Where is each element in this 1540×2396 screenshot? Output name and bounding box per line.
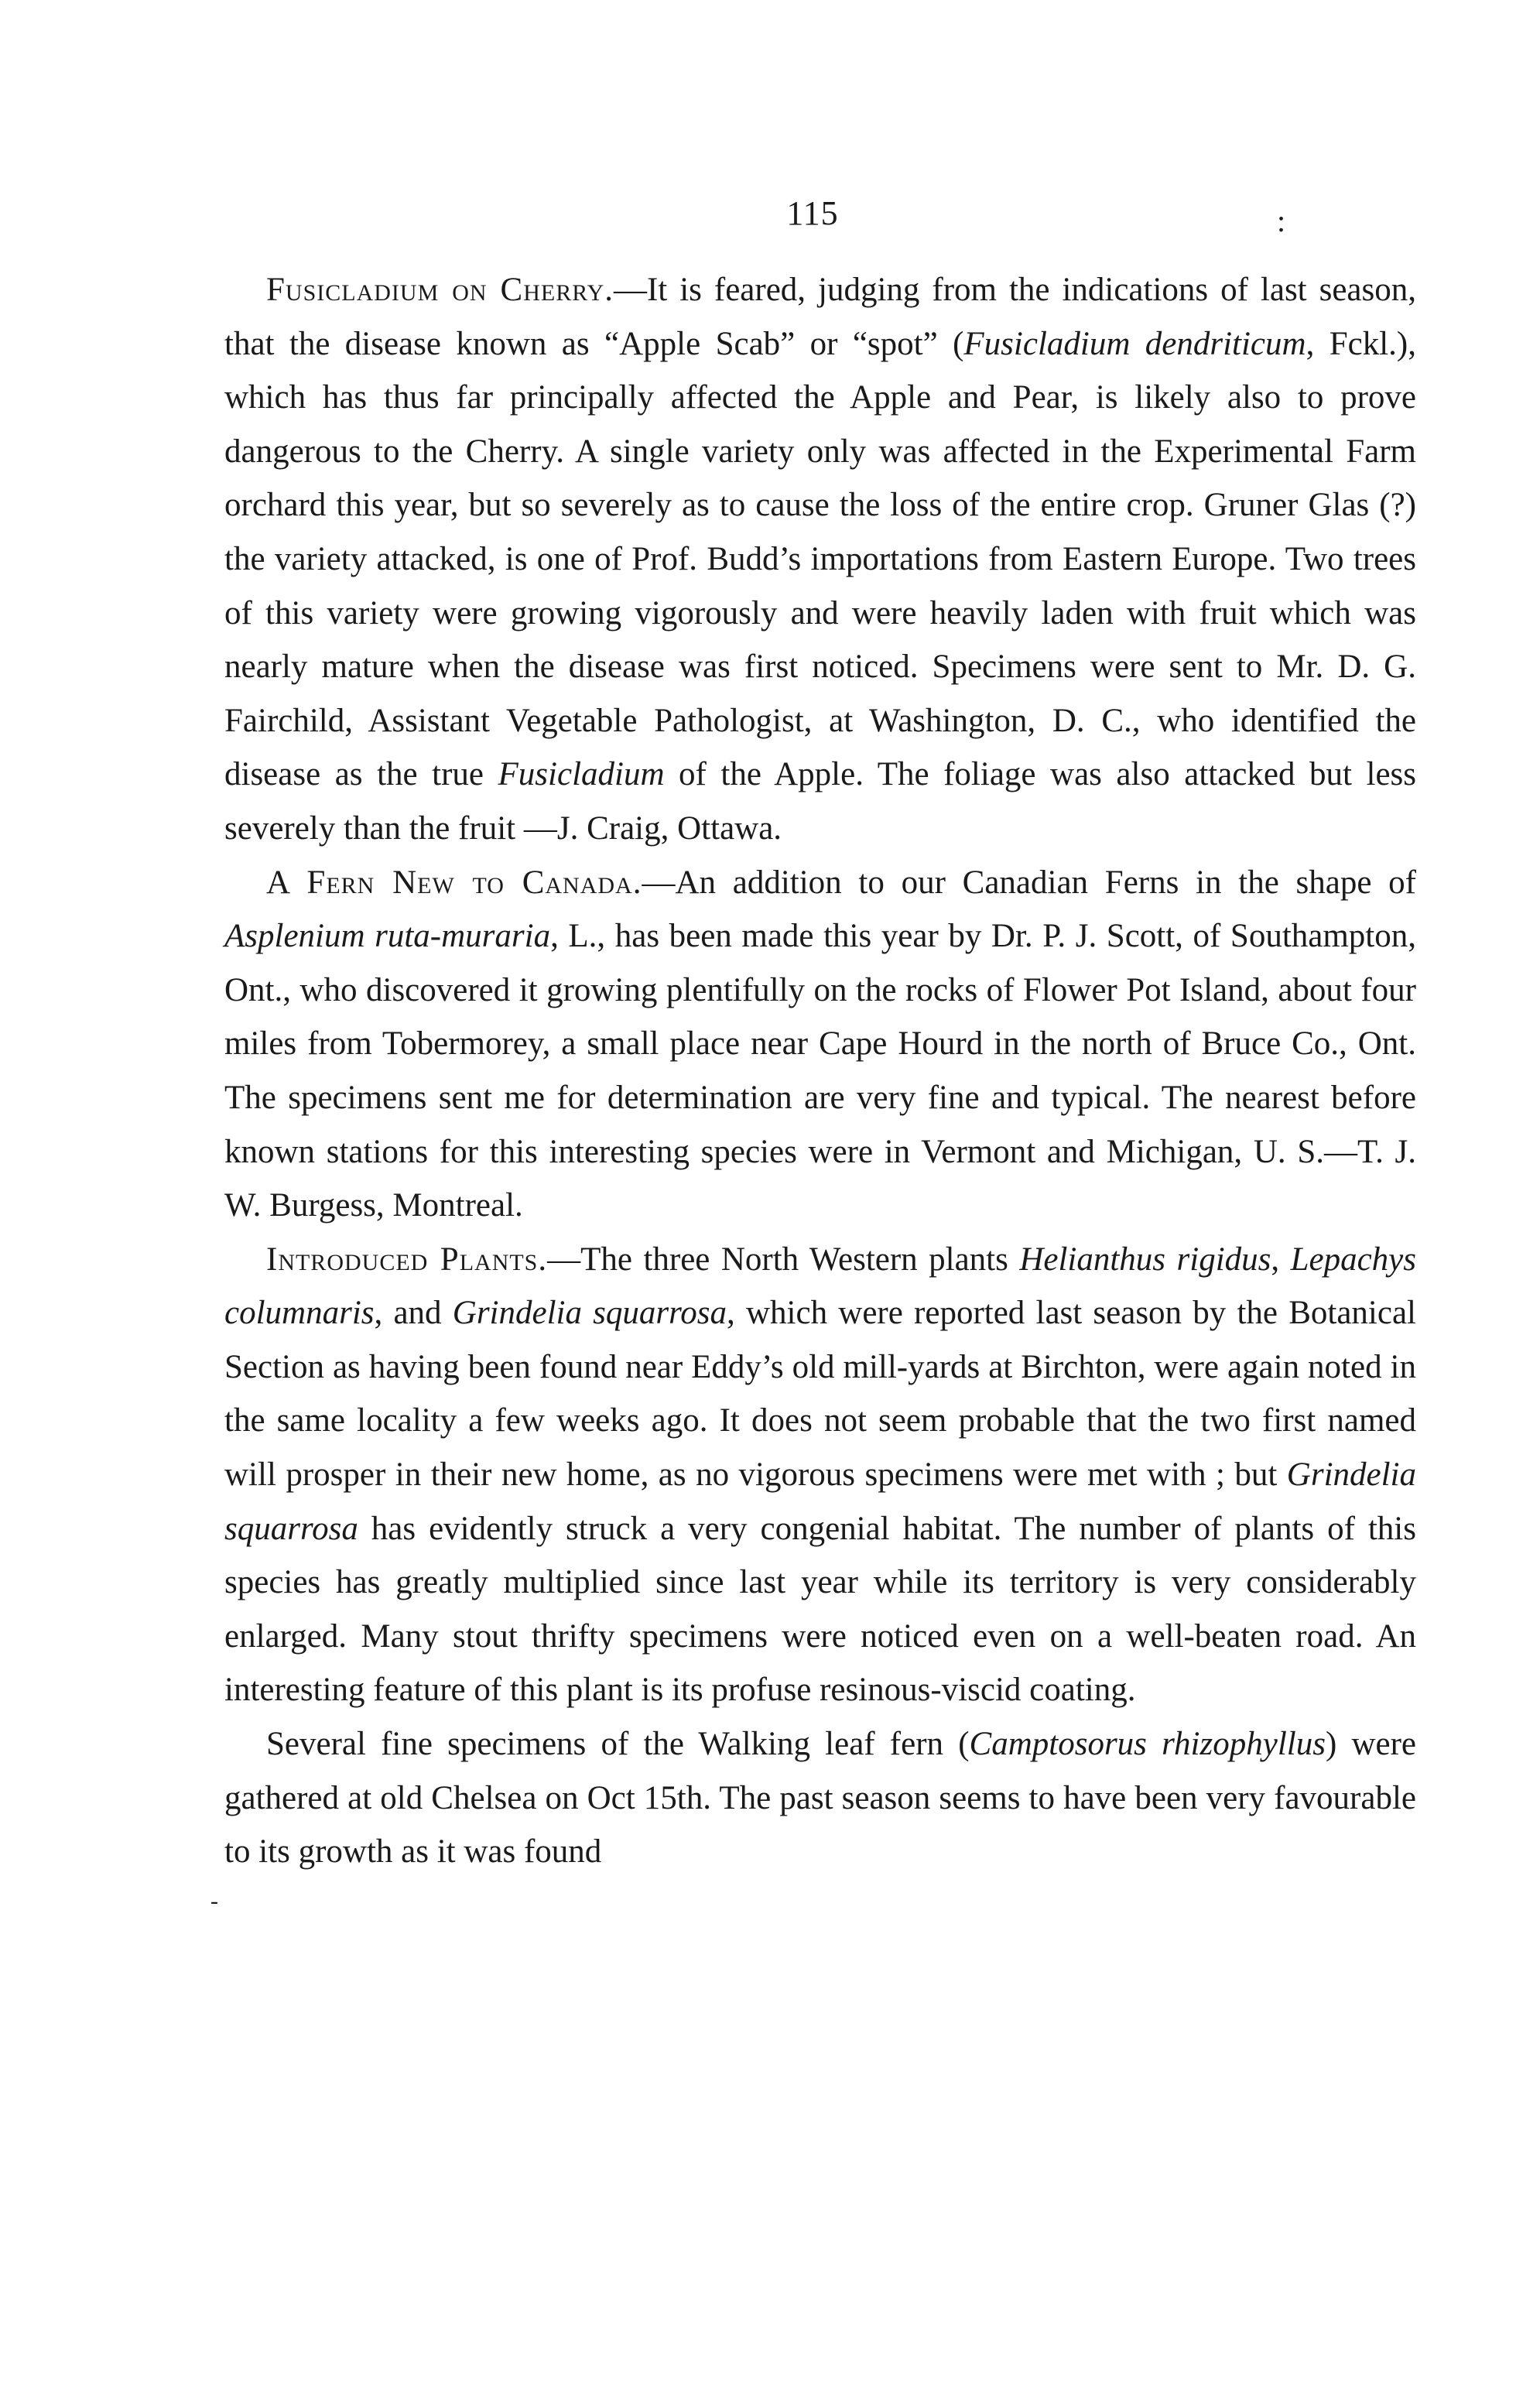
italic-text: Helianthus rigidus: [1019, 1241, 1271, 1278]
italic-text: Fusicladium dendriticum: [963, 325, 1306, 362]
paragraph: [224, 263, 1416, 856]
margin-mark-top: :: [1277, 204, 1286, 238]
text-run: —The three North Western plants: [547, 1241, 1020, 1278]
italic-text: Lepachys columnaris: [224, 1241, 1416, 1332]
text-run: , Fckl.), which has thus far principally affected the Apple and Pear, is likely also to prove dangerous to the Cherry. A single variety only was affected in the Experimental Farm orchard this year, but so severely as to cause the loss of the entire crop. Gruner Glas (?) the variety attacked, is one of Prof. Budd’s importations from Eastern Europe. Two trees of this variety were growing vigorously and were heavily laden with fruit which was nearly mature when the disease was first noticed. Specimens were sent to Mr. D. G. Fairchild, Assistant Vegetable Pathologist, at Washington, D. C., who identified the disease as the true: [224, 325, 1416, 793]
body-text: [224, 263, 1416, 1879]
text-run: ,: [1271, 1241, 1291, 1278]
text-run: Several fine specimens of the Walking leaf fern (: [266, 1726, 970, 1763]
text-run: —An addition to our Canadian Ferns in the shape of: [642, 864, 1416, 901]
italic-text: Camptosorus rhizophyllus: [969, 1726, 1326, 1763]
italic-text: Asplenium ruta-muraria: [224, 918, 551, 955]
text-run: —It is feared, judging from the indications of last season, that the disease known as “Apple Scab” or “spot” (: [224, 272, 1416, 362]
page-number: 115: [786, 194, 839, 232]
italic-text: Grindelia squarrosa: [224, 1456, 1416, 1547]
italic-text: Fusicladium: [498, 756, 665, 793]
paragraph: [224, 856, 1416, 1233]
margin-mark-left: -: [210, 1888, 218, 1914]
paragraph-heading: Introduced Plants.: [266, 1241, 548, 1278]
text-run: has evidently struck a very congenial habitat. The number of plants of this species has greatly multiplied since last year while its territory is very considerably enlarged. Many stout thrifty specimens were noticed even on a well-beaten road. An interesting feature of this plant is its profuse resinous-viscid coating.: [224, 1510, 1416, 1709]
text-run: of the Apple. The foliage was also attacked but less severely than the fruit —J. Craig, Ottawa.: [224, 756, 1416, 847]
paragraph-heading: A Fern New to Canada.: [266, 864, 642, 901]
text-run: , which were reported last season by the Botanical Section as having been found near Eddy’s old mill-yards at Birchton, were again noted in the same locality a few weeks ago. It does not seem probable that the two first named will prosper in their new home, as no vigorous specimens were met with ; but: [224, 1295, 1416, 1494]
text-run: ) were gathered at old Chelsea on Oct 15th. The past season seems to have been very favourable to its growth as it was found: [224, 1726, 1416, 1871]
text-run: , and: [374, 1295, 453, 1332]
paragraph: [224, 1233, 1416, 1717]
italic-text: Grindelia squarrosa: [452, 1295, 727, 1332]
paragraph-heading: Fusicladium on Cherry.: [266, 272, 614, 308]
paragraph: [224, 1717, 1416, 1879]
text-run: , L., has been made this year by Dr. P. J. Scott, of Southampton, Ont., who discovered it growing plentifully on the rocks of Flower Pot Island, about four miles from Tobermorey, a small place near Cape Hourd in the north of Bruce Co., Ont. The specimens sent me for determination are very fine and typical. The nearest before known stations for this interesting species were in Vermont and Michigan, U. S.—T. J. W. Burgess, Montreal.: [224, 918, 1416, 1224]
